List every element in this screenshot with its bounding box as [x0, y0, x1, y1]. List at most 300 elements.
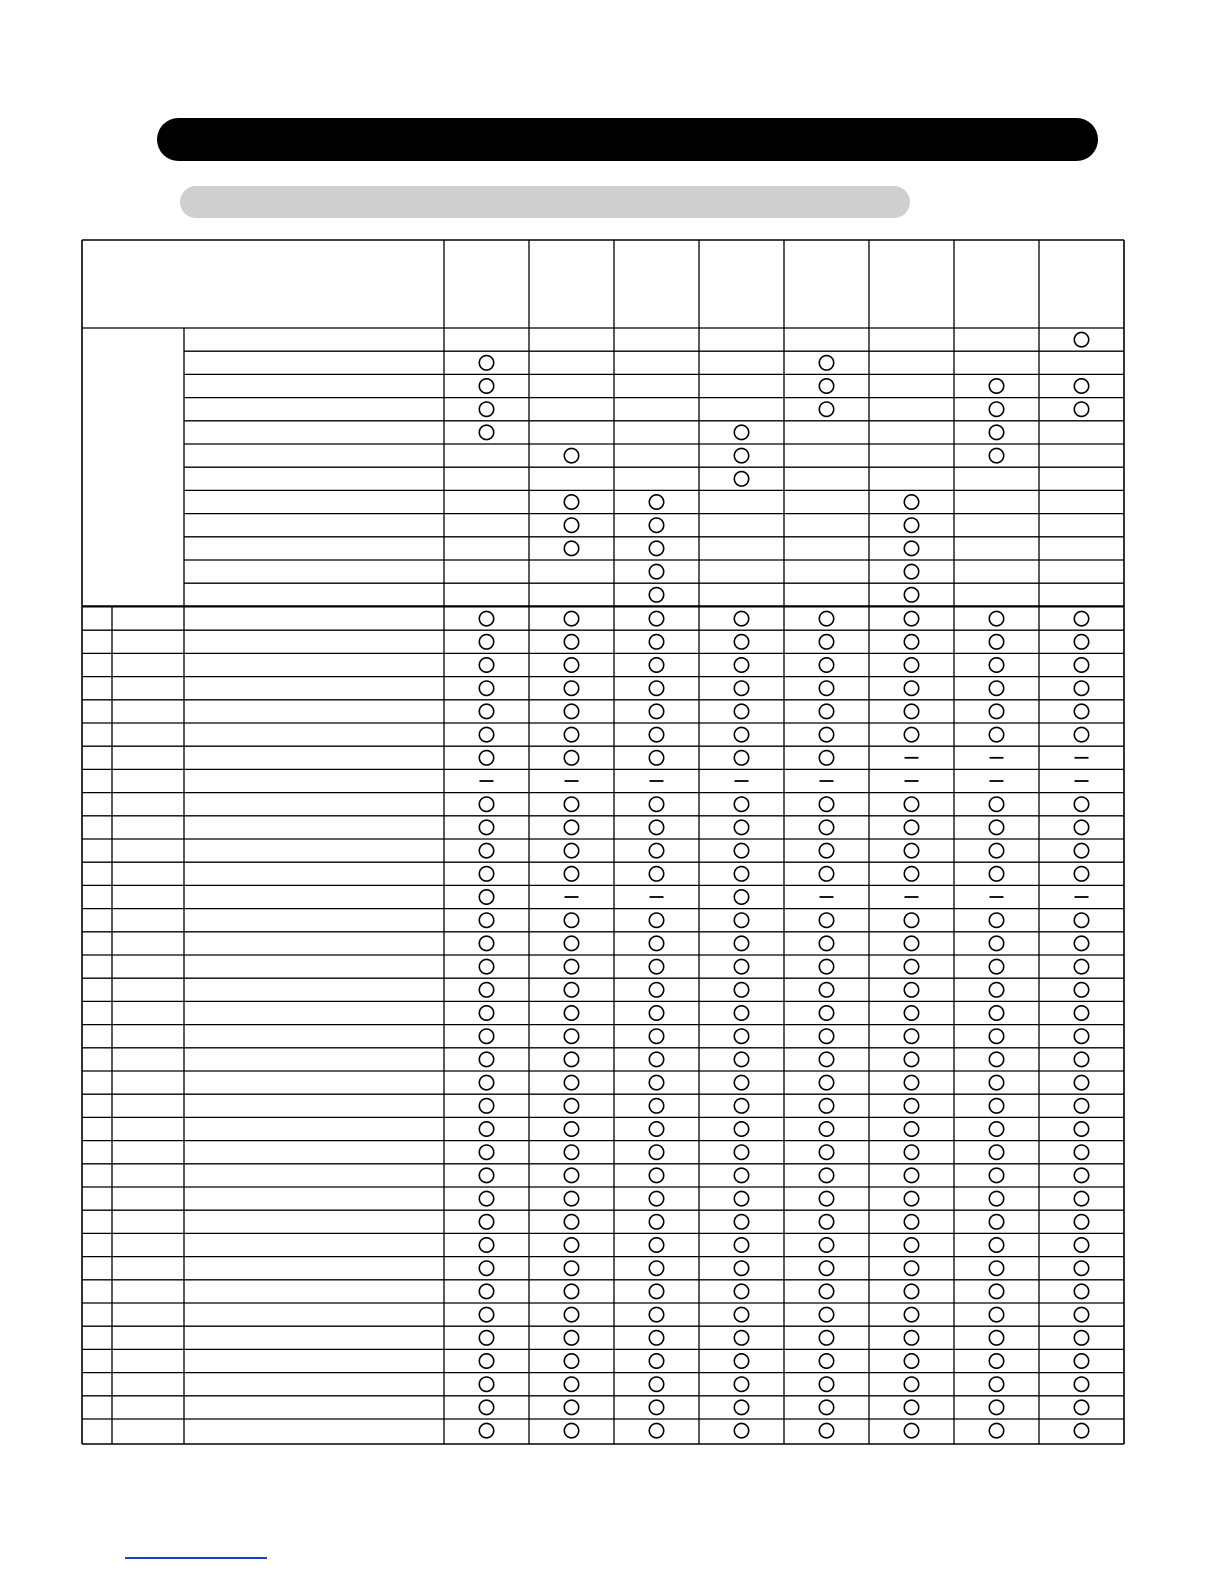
function-supported-mark	[649, 1307, 663, 1321]
function-supported-mark	[564, 1423, 578, 1437]
function-supported-mark	[819, 1354, 833, 1368]
function-supported-mark	[904, 1331, 918, 1345]
function-supported-mark	[734, 1006, 748, 1020]
function-supported-mark	[564, 820, 578, 834]
function-supported-mark	[989, 1029, 1003, 1043]
function-supported-mark	[564, 843, 578, 857]
function-supported-mark	[819, 1423, 833, 1437]
function-supported-mark	[819, 751, 833, 765]
function-supported-mark	[819, 1168, 833, 1182]
function-supported-mark	[1074, 1029, 1088, 1043]
feature-supported-mark	[904, 564, 918, 578]
function-supported-mark	[819, 1238, 833, 1252]
function-supported-mark	[479, 658, 493, 672]
function-supported-mark	[649, 843, 663, 857]
function-supported-mark	[564, 1145, 578, 1159]
function-supported-mark	[904, 1075, 918, 1089]
function-supported-mark	[649, 936, 663, 950]
function-supported-mark	[1074, 820, 1088, 834]
function-supported-mark	[989, 1052, 1003, 1066]
function-supported-mark	[904, 959, 918, 973]
function-supported-mark	[904, 867, 918, 881]
function-supported-mark	[1074, 658, 1088, 672]
function-supported-mark	[479, 1284, 493, 1298]
feature-supported-mark	[904, 541, 918, 555]
function-supported-mark	[819, 1075, 833, 1089]
feature-supported-mark	[904, 588, 918, 602]
function-supported-mark	[734, 1284, 748, 1298]
function-supported-mark	[479, 820, 493, 834]
function-supported-mark	[734, 1099, 748, 1113]
function-supported-mark	[649, 1238, 663, 1252]
function-supported-mark	[564, 1006, 578, 1020]
feature-supported-mark	[649, 588, 663, 602]
function-supported-mark	[989, 1191, 1003, 1205]
function-supported-mark	[819, 681, 833, 695]
function-supported-mark	[1074, 1122, 1088, 1136]
function-supported-mark	[819, 820, 833, 834]
function-supported-mark	[649, 867, 663, 881]
function-supported-mark	[819, 727, 833, 741]
function-supported-mark	[1074, 611, 1088, 625]
function-supported-mark	[479, 1215, 493, 1229]
function-supported-mark	[564, 983, 578, 997]
function-supported-mark	[564, 913, 578, 927]
feature-supported-mark	[989, 425, 1003, 439]
function-supported-mark	[819, 1261, 833, 1275]
function-supported-mark	[649, 1400, 663, 1414]
function-supported-mark	[904, 1377, 918, 1391]
function-supported-mark	[649, 1377, 663, 1391]
function-supported-mark	[734, 797, 748, 811]
function-supported-mark	[989, 1261, 1003, 1275]
function-supported-mark	[734, 635, 748, 649]
function-supported-mark	[564, 704, 578, 718]
feature-supported-mark	[734, 448, 748, 462]
function-supported-mark	[479, 1423, 493, 1437]
function-supported-mark	[989, 983, 1003, 997]
function-supported-mark	[564, 727, 578, 741]
function-supported-mark	[989, 1284, 1003, 1298]
function-supported-mark	[734, 1029, 748, 1043]
function-supported-mark	[564, 1029, 578, 1043]
function-supported-mark	[479, 983, 493, 997]
function-supported-mark	[649, 1215, 663, 1229]
function-supported-mark	[989, 658, 1003, 672]
function-supported-mark	[564, 751, 578, 765]
feature-supported-mark	[649, 495, 663, 509]
function-supported-mark	[989, 727, 1003, 741]
function-supported-mark	[989, 1168, 1003, 1182]
function-supported-mark	[819, 1307, 833, 1321]
function-supported-mark	[819, 611, 833, 625]
feature-supported-mark	[904, 518, 918, 532]
function-supported-mark	[649, 1075, 663, 1089]
function-supported-mark	[564, 1400, 578, 1414]
function-supported-mark	[479, 1261, 493, 1275]
function-supported-mark	[904, 1261, 918, 1275]
feature-supported-mark	[819, 356, 833, 370]
function-supported-mark	[649, 1284, 663, 1298]
function-supported-mark	[1074, 1423, 1088, 1437]
function-supported-mark	[904, 843, 918, 857]
function-supported-mark	[734, 1261, 748, 1275]
function-supported-mark	[1074, 1284, 1088, 1298]
function-supported-mark	[734, 890, 748, 904]
function-supported-mark	[649, 820, 663, 834]
function-supported-mark	[989, 1075, 1003, 1089]
feature-supported-mark	[564, 448, 578, 462]
function-supported-mark	[479, 867, 493, 881]
function-supported-mark	[989, 681, 1003, 695]
feature-supported-mark	[564, 495, 578, 509]
function-supported-mark	[904, 1168, 918, 1182]
function-supported-mark	[1074, 1145, 1088, 1159]
function-supported-mark	[819, 959, 833, 973]
function-supported-mark	[989, 611, 1003, 625]
function-supported-mark	[1074, 959, 1088, 973]
function-supported-mark	[819, 1006, 833, 1020]
function-supported-mark	[904, 727, 918, 741]
feature-supported-mark	[479, 425, 493, 439]
function-supported-mark	[1074, 1168, 1088, 1182]
function-supported-mark	[564, 681, 578, 695]
function-supported-mark	[989, 1400, 1003, 1414]
function-supported-mark	[564, 658, 578, 672]
function-supported-mark	[564, 936, 578, 950]
function-supported-mark	[904, 1215, 918, 1229]
function-supported-mark	[564, 1052, 578, 1066]
function-supported-mark	[1074, 1331, 1088, 1345]
function-supported-mark	[479, 611, 493, 625]
function-supported-mark	[989, 913, 1003, 927]
function-supported-mark	[989, 1331, 1003, 1345]
function-supported-mark	[1074, 1261, 1088, 1275]
function-supported-mark	[479, 1052, 493, 1066]
feature-supported-mark	[819, 379, 833, 393]
function-supported-mark	[479, 1075, 493, 1089]
function-supported-mark	[1074, 1400, 1088, 1414]
function-supported-mark	[649, 1331, 663, 1345]
function-supported-mark	[479, 797, 493, 811]
function-supported-mark	[989, 867, 1003, 881]
function-supported-mark	[819, 1215, 833, 1229]
function-supported-mark	[734, 704, 748, 718]
function-supported-mark	[1074, 1377, 1088, 1391]
feature-supported-mark	[734, 425, 748, 439]
function-supported-mark	[479, 913, 493, 927]
function-supported-mark	[819, 1284, 833, 1298]
function-supported-mark	[904, 1099, 918, 1113]
function-supported-mark	[564, 1191, 578, 1205]
function-supported-mark	[989, 936, 1003, 950]
function-supported-mark	[734, 820, 748, 834]
function-supported-mark	[649, 635, 663, 649]
function-supported-mark	[564, 959, 578, 973]
function-supported-mark	[564, 1261, 578, 1275]
function-supported-mark	[479, 1145, 493, 1159]
function-supported-mark	[564, 635, 578, 649]
function-supported-mark	[564, 1122, 578, 1136]
function-supported-mark	[564, 1215, 578, 1229]
function-supported-mark	[1074, 1099, 1088, 1113]
function-supported-mark	[989, 704, 1003, 718]
function-supported-mark	[1074, 1354, 1088, 1368]
function-supported-mark	[734, 727, 748, 741]
function-supported-mark	[904, 1145, 918, 1159]
function-supported-mark	[1074, 1307, 1088, 1321]
function-supported-mark	[819, 1331, 833, 1345]
function-supported-mark	[479, 936, 493, 950]
function-supported-mark	[479, 1099, 493, 1113]
function-supported-mark	[819, 1099, 833, 1113]
function-supported-mark	[564, 1377, 578, 1391]
function-supported-mark	[649, 681, 663, 695]
function-supported-mark	[734, 1377, 748, 1391]
feature-supported-mark	[649, 541, 663, 555]
function-supported-mark	[989, 820, 1003, 834]
function-supported-mark	[1074, 936, 1088, 950]
function-supported-mark	[904, 1122, 918, 1136]
function-supported-mark	[819, 1377, 833, 1391]
function-supported-mark	[989, 959, 1003, 973]
function-supported-mark	[904, 1191, 918, 1205]
function-supported-mark	[904, 704, 918, 718]
function-supported-mark	[989, 1238, 1003, 1252]
function-supported-mark	[479, 681, 493, 695]
function-supported-mark	[479, 751, 493, 765]
function-supported-mark	[819, 635, 833, 649]
function-supported-mark	[649, 1006, 663, 1020]
function-supported-mark	[479, 959, 493, 973]
function-supported-mark	[479, 843, 493, 857]
function-supported-mark	[819, 843, 833, 857]
function-supported-mark	[649, 751, 663, 765]
feature-supported-mark	[479, 379, 493, 393]
function-supported-mark	[734, 1215, 748, 1229]
function-supported-mark	[734, 658, 748, 672]
function-supported-mark	[564, 867, 578, 881]
feature-supported-mark	[1074, 402, 1088, 416]
function-supported-mark	[904, 1029, 918, 1043]
function-supported-mark	[819, 1191, 833, 1205]
function-supported-mark	[904, 635, 918, 649]
function-supported-mark	[734, 1238, 748, 1252]
function-supported-mark	[989, 1099, 1003, 1113]
function-supported-mark	[564, 1238, 578, 1252]
function-supported-mark	[1074, 727, 1088, 741]
function-supported-mark	[564, 1099, 578, 1113]
function-supported-mark	[819, 1052, 833, 1066]
function-supported-mark	[479, 1238, 493, 1252]
feature-supported-mark	[479, 402, 493, 416]
function-supported-mark	[989, 635, 1003, 649]
function-supported-mark	[479, 1377, 493, 1391]
function-supported-mark	[649, 1191, 663, 1205]
feature-supported-mark	[1074, 332, 1088, 346]
function-supported-mark	[819, 1029, 833, 1043]
function-supported-mark	[564, 1284, 578, 1298]
function-supported-mark	[734, 681, 748, 695]
function-supported-mark	[479, 1400, 493, 1414]
function-supported-mark	[1074, 1191, 1088, 1205]
function-supported-mark	[734, 1307, 748, 1321]
feature-supported-mark	[1074, 379, 1088, 393]
function-supported-mark	[1074, 704, 1088, 718]
function-supported-mark	[734, 751, 748, 765]
function-supported-mark	[564, 1307, 578, 1321]
function-supported-mark	[819, 936, 833, 950]
function-supported-mark	[564, 611, 578, 625]
feature-supported-mark	[649, 564, 663, 578]
feature-supported-mark	[989, 379, 1003, 393]
function-supported-mark	[649, 704, 663, 718]
function-supported-mark	[564, 797, 578, 811]
function-supported-mark	[734, 1168, 748, 1182]
function-supported-mark	[564, 1331, 578, 1345]
function-supported-mark	[734, 611, 748, 625]
function-supported-mark	[1074, 635, 1088, 649]
function-supported-mark	[649, 1145, 663, 1159]
function-supported-mark	[1074, 797, 1088, 811]
function-supported-mark	[904, 1284, 918, 1298]
function-supported-mark	[479, 1307, 493, 1321]
function-supported-mark	[564, 1075, 578, 1089]
function-supported-mark	[479, 635, 493, 649]
function-supported-mark	[479, 727, 493, 741]
function-supported-mark	[479, 890, 493, 904]
function-supported-mark	[904, 797, 918, 811]
function-supported-mark	[649, 1029, 663, 1043]
function-supported-mark	[649, 1099, 663, 1113]
function-supported-mark	[734, 867, 748, 881]
function-supported-mark	[989, 1377, 1003, 1391]
function-supported-mark	[904, 913, 918, 927]
function-supported-mark	[649, 983, 663, 997]
function-supported-mark	[734, 1354, 748, 1368]
function-supported-mark	[564, 1354, 578, 1368]
function-supported-mark	[904, 936, 918, 950]
feature-supported-mark	[564, 541, 578, 555]
function-supported-mark	[1074, 681, 1088, 695]
function-supported-mark	[649, 797, 663, 811]
function-supported-mark	[649, 1052, 663, 1066]
feature-supported-mark	[649, 518, 663, 532]
function-supported-mark	[819, 867, 833, 881]
function-supported-mark	[649, 1168, 663, 1182]
function-supported-mark	[649, 727, 663, 741]
function-supported-mark	[479, 704, 493, 718]
function-supported-mark	[1074, 1215, 1088, 1229]
function-supported-mark	[1074, 1238, 1088, 1252]
function-supported-mark	[819, 983, 833, 997]
function-supported-mark	[734, 1145, 748, 1159]
function-supported-mark	[649, 1122, 663, 1136]
feature-supported-mark	[989, 448, 1003, 462]
function-supported-mark	[819, 1122, 833, 1136]
feature-supported-mark	[989, 402, 1003, 416]
feature-supported-mark	[564, 518, 578, 532]
function-supported-mark	[904, 983, 918, 997]
function-supported-mark	[649, 611, 663, 625]
function-supported-mark	[819, 658, 833, 672]
function-supported-mark	[734, 936, 748, 950]
feature-supported-mark	[734, 472, 748, 486]
function-supported-mark	[1074, 983, 1088, 997]
function-supported-mark	[479, 1006, 493, 1020]
function-supported-mark	[989, 797, 1003, 811]
function-supported-mark	[989, 1122, 1003, 1136]
function-supported-mark	[479, 1029, 493, 1043]
function-supported-mark	[819, 1145, 833, 1159]
function-supported-mark	[989, 1354, 1003, 1368]
function-supported-mark	[904, 658, 918, 672]
function-supported-mark	[649, 1354, 663, 1368]
function-supported-mark	[989, 843, 1003, 857]
function-supported-mark	[734, 959, 748, 973]
function-supported-mark	[734, 1122, 748, 1136]
function-supported-mark	[904, 1052, 918, 1066]
function-supported-mark	[989, 1215, 1003, 1229]
function-supported-mark	[904, 1238, 918, 1252]
function-supported-mark	[904, 681, 918, 695]
function-supported-mark	[989, 1006, 1003, 1020]
feature-supported-mark	[904, 495, 918, 509]
function-supported-mark	[734, 1052, 748, 1066]
footer-link[interactable]	[125, 1557, 267, 1559]
function-supported-mark	[904, 1400, 918, 1414]
function-supported-mark	[904, 1354, 918, 1368]
function-supported-mark	[904, 1423, 918, 1437]
function-supported-mark	[649, 1261, 663, 1275]
function-supported-mark	[734, 1423, 748, 1437]
feature-supported-mark	[819, 402, 833, 416]
function-supported-mark	[649, 959, 663, 973]
function-supported-mark	[734, 843, 748, 857]
function-supported-mark	[1074, 867, 1088, 881]
function-supported-mark	[819, 913, 833, 927]
function-supported-mark	[734, 913, 748, 927]
function-supported-mark	[904, 820, 918, 834]
function-supported-mark	[734, 1191, 748, 1205]
function-supported-mark	[734, 1400, 748, 1414]
function-supported-mark	[1074, 843, 1088, 857]
function-supported-mark	[989, 1145, 1003, 1159]
function-supported-mark	[734, 983, 748, 997]
function-supported-mark	[904, 1006, 918, 1020]
function-supported-mark	[1074, 913, 1088, 927]
function-supported-mark	[479, 1354, 493, 1368]
function-supported-mark	[1074, 1052, 1088, 1066]
function-supported-mark	[1074, 1006, 1088, 1020]
function-supported-mark	[649, 913, 663, 927]
function-supported-mark	[819, 797, 833, 811]
function-supported-mark	[989, 1307, 1003, 1321]
function-supported-mark	[1074, 1075, 1088, 1089]
function-supported-mark	[904, 1307, 918, 1321]
function-supported-mark	[734, 1075, 748, 1089]
function-supported-mark	[564, 1168, 578, 1182]
function-supported-mark	[904, 611, 918, 625]
function-supported-mark	[989, 1423, 1003, 1437]
function-supported-mark	[479, 1122, 493, 1136]
feature-supported-mark	[479, 356, 493, 370]
function-supported-mark	[649, 658, 663, 672]
function-supported-mark	[819, 704, 833, 718]
function-supported-mark	[649, 1423, 663, 1437]
function-supported-mark	[479, 1191, 493, 1205]
function-supported-mark	[734, 1331, 748, 1345]
